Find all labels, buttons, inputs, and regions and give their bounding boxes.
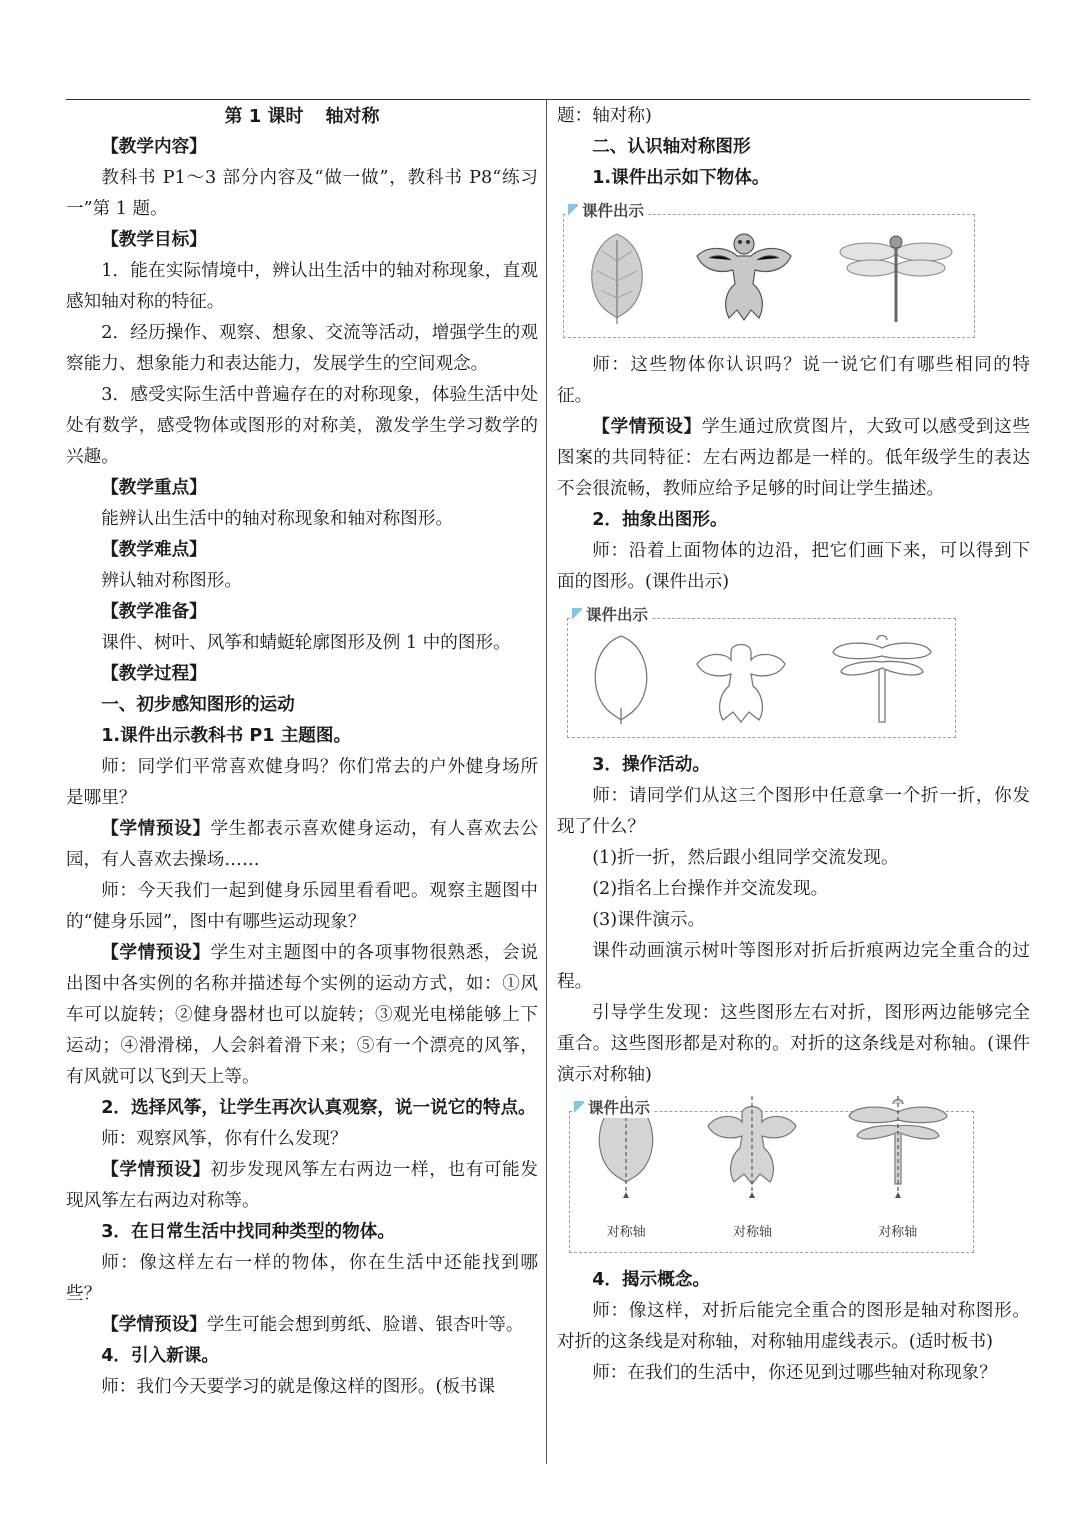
step-2-4: 4．揭示概念。 [592, 1270, 710, 1290]
figure-2-wrap [557, 606, 1030, 738]
left-column [66, 101, 538, 1403]
figure-axes [569, 1099, 974, 1253]
heading-key-points: 【教学重点】 [101, 478, 207, 498]
lesson-topic: 轴对称 [325, 106, 380, 127]
heading-process: 【教学过程】 [101, 664, 207, 684]
teacher-line-9: 师：像这样，对折后能完全重合的图形是轴对称图形。对折的这条线是对称轴，对称轴用虚线表示。(适时板书) [557, 1301, 1030, 1352]
teacher-line-5: 师：我们今天要学习的就是像这样的图形。(板书课 [101, 1377, 496, 1397]
heading-goals: 【教学目标】 [101, 230, 207, 250]
dragonfly-outline-icon [827, 630, 937, 726]
preparation-text: 课件、树叶、风筝和蜻蜓轮廓图形及例 1 中的图形。 [101, 633, 511, 653]
preset-5 [557, 412, 1030, 505]
teacher-line-8: 师：请同学们从这三个图形中任意拿一个折一折，你发现了什么？ [557, 786, 1030, 837]
dragonfly-filled-icon [843, 1094, 953, 1206]
teacher-line-3: 师：观察风筝，你有什么发现？ [101, 1129, 348, 1149]
teacher-line-1: 师：同学们平常喜欢健身吗？你们常去的户外健身场所是哪里？ [66, 757, 538, 808]
step-1-3: 3．在日常生活中找同种类型的物体。 [101, 1222, 395, 1242]
goal-3: 3．感受实际生活中普遍存在的对称现象，体验生活中处处有数学，感受物体或图形的对称美，激发学生学习数学的兴趣。 [66, 385, 538, 467]
preset-tag: 【学情预设】 [101, 1160, 211, 1180]
item-1: (1)折一折，然后跟小组同学交流发现。 [592, 848, 899, 868]
step-1-4: 4．引入新课。 [101, 1346, 219, 1366]
leaf-outline-icon [586, 630, 656, 726]
right-column [557, 101, 1030, 1389]
step-1-1: 1.课件出示教科书 P1 主题图。 [101, 726, 352, 746]
difficulties-text: 辨认轴对称图形。 [101, 571, 242, 591]
preset-text: 学生可能会想到剪纸、脸谱、银杏叶等。 [206, 1315, 524, 1335]
step-1-2: 2．选择风筝，让学生再次认真观察，说一说它的特点。 [101, 1098, 536, 1118]
axis-label: 对称轴 [732, 1225, 772, 1240]
step-2-2: 2．抽象出图形。 [592, 510, 728, 530]
kite-axis-figure [702, 1094, 802, 1248]
continued-text: 题：轴对称) [557, 106, 652, 126]
top-rule [66, 99, 1030, 100]
preset-text: 学生对主题图中的各项事物很熟悉，会说出图中各实例的名称并描述每个实例的运动方式，如：①风车可以旋转；②健身器材也可以旋转；③观光电梯能够上下运动；④滑滑梯，人会斜着滑下来；⑤有一个漂亮的风筝，有风就可以飞到天上等。 [66, 943, 538, 1087]
preset-tag: 【学情预设】 [101, 819, 211, 839]
preset-text: 学生都表示喜欢健身运动，有人喜欢去公园，有人喜欢去操场…… [66, 819, 538, 870]
goal-1: 1．能在实际情境中，辨认出生活中的轴对称现象，直观感知轴对称的特征。 [66, 261, 538, 312]
figure-outlines [567, 606, 956, 738]
figure-3-row [570, 1112, 973, 1252]
preset-3 [66, 1155, 538, 1217]
figure-objects [563, 202, 975, 338]
kite-outline-icon [691, 630, 791, 726]
teacher-line-6: 师：这些物体你认识吗？说一说它们有哪些相同的特征。 [557, 355, 1030, 406]
figure-1-wrap [557, 202, 1030, 338]
goal-2: 2．经历操作、观察、想象、交流等活动，增强学生的观察能力、想象能力和表达能力，发展学生的空间观念。 [66, 323, 538, 374]
step-2-1: 1.课件出示如下物体。 [592, 168, 770, 188]
section-1-heading: 一、初步感知图形的运动 [101, 695, 295, 715]
teacher-line-10: 师：在我们的生活中，你还见到过哪些轴对称现象？ [592, 1363, 997, 1383]
preset-2 [66, 938, 538, 1093]
item-2: (2)指名上台操作并交流发现。 [592, 879, 829, 899]
preset-text: 学生通过欣赏图片，大致可以感受到这些图案的共同特征：左右两边都是一样的。低年级学生的表达不会很流畅，教师应给予足够的时间让学生描述。 [557, 417, 1030, 499]
heading-content: 【教学内容】 [101, 137, 207, 157]
figure-tag: 课件出示 [568, 201, 648, 221]
teacher-line-7: 师：沿着上面物体的边沿，把它们画下来，可以得到下面的图形。(课件出示) [557, 541, 1030, 592]
dragonfly-photo-icon [836, 226, 956, 326]
kite-filled-icon [702, 1094, 802, 1206]
preset-text: 初步发现风筝左右两边一样，也有可能发现风筝左右两边对称等。 [66, 1160, 538, 1211]
preset-tag: 【学情预设】 [592, 417, 702, 437]
figure-2-row [568, 619, 955, 737]
teacher-line-4: 师：像这样左右一样的物体，你在生活中还能找到哪些？ [66, 1253, 538, 1304]
paragraph-guide: 引导学生发现：这些图形左右对折，图形两边能够完全重合。这些图形都是对称的。对折的这条线是对称轴。(课件演示对称轴) [557, 1003, 1030, 1085]
paragraph-animation: 课件动画演示树叶等图形对折后折痕两边完全重合的过程。 [557, 941, 1030, 992]
heading-preparation: 【教学准备】 [101, 602, 207, 622]
lesson-title [66, 101, 538, 132]
lesson-number: 第 1 课时 [224, 106, 304, 127]
step-2-3: 3．操作活动。 [592, 755, 710, 775]
section-2-heading: 二、认识轴对称图形 [592, 137, 751, 157]
column-divider [546, 99, 547, 1464]
figure-tag: 课件出示 [572, 605, 652, 625]
axis-label: 对称轴 [878, 1225, 918, 1240]
dragonfly-axis-figure [843, 1094, 953, 1248]
preset-tag: 【学情预设】 [101, 1315, 207, 1335]
axis-label: 对称轴 [606, 1225, 646, 1240]
teacher-line-2: 师：今天我们一起到健身乐园里看看吧。观察主题图中的“健身乐园”，图中有哪些运动现象？ [66, 881, 538, 932]
content-text: 教科书 P1～3 部分内容及“做一做”，教科书 P8“练习一”第 1 题。 [66, 168, 538, 219]
preset-4 [66, 1310, 538, 1341]
figure-1-row [564, 215, 974, 337]
preset-1 [66, 814, 538, 876]
figure-tag: 课件出示 [574, 1098, 654, 1118]
figure-3-wrap [557, 1099, 1030, 1253]
preset-tag: 【学情预设】 [101, 943, 211, 963]
key-points-text: 能辨认出生活中的轴对称现象和轴对称图形。 [101, 509, 454, 529]
heading-difficulties: 【教学难点】 [101, 540, 207, 560]
leaf-photo-icon [582, 226, 652, 326]
item-3: (3)课件演示。 [592, 910, 706, 930]
kite-photo-icon [689, 226, 799, 326]
